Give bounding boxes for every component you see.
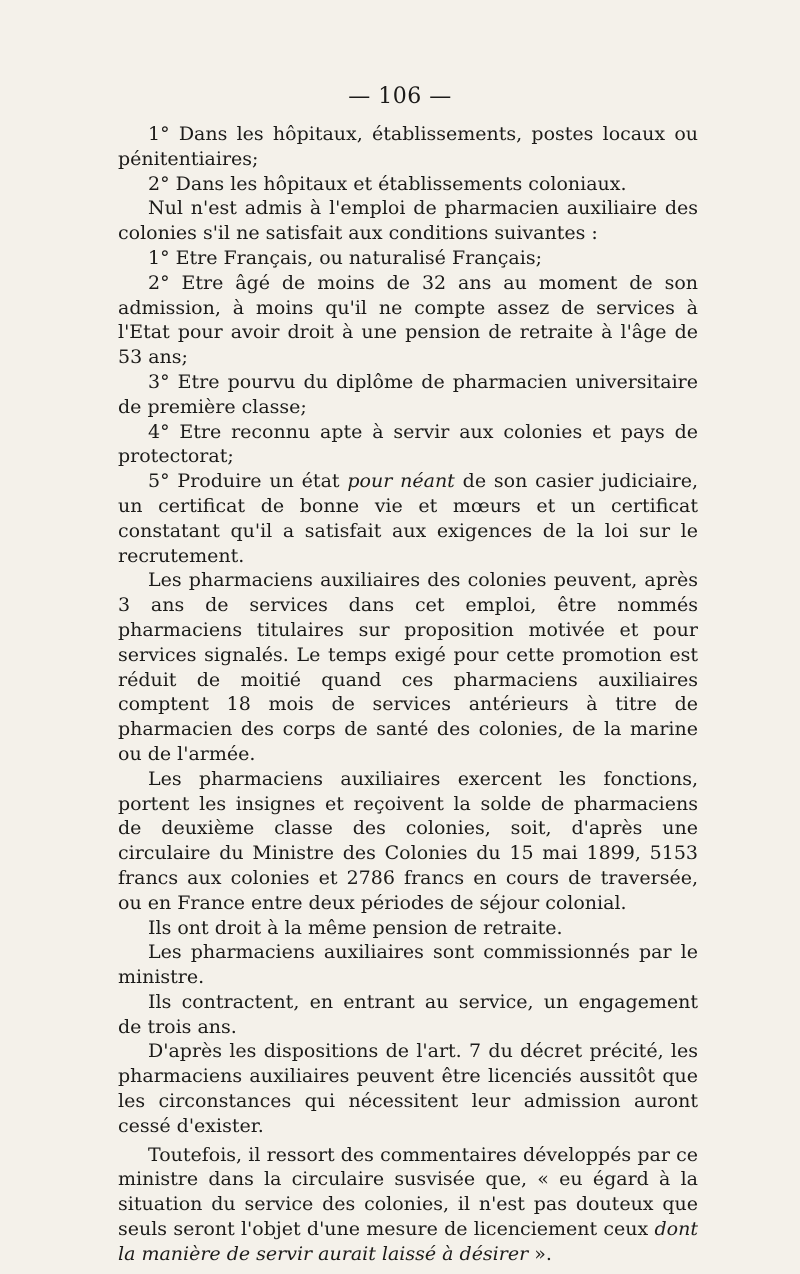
commentary-text-before: Toutefois, il ressort des commentaires développés par ce ministre dans la circulaire susvisée que, « eu égard à la situation du service des colonies, il n'est pas douteux que seuls seront l'objet d'une mesure de licenciement ceux [118,1143,698,1241]
paragraph-condition-nationality: 1° Etre Français, ou naturalisé Français; [148,246,542,269]
paragraph-engagement: Ils contractent, en entrant au service, un engagement de trois ans. [118,990,698,1038]
record-text-after: de son casier judiciaire, un certificat de bonne vie et mœurs et un certificat constatant qu'il a satisfait aux exigences de la loi sur le recrutement. [118,470,698,567]
paragraph-condition-diploma: 3° Etre pourvu du diplôme de pharmacien universitaire de première classe; [118,370,698,418]
paragraph-condition-record [118,469,698,568]
record-text-before: 5° Produire un état [148,470,348,493]
paragraph-pension: Ils ont droit à la même pension de retraite. [148,916,563,939]
paragraph-condition-fitness: 4° Etre reconnu apte à servir aux colonies et pays de protectorat; [118,420,698,468]
commentary-text-italic: dont la manière de servir aurait laissé à désirer [118,1218,698,1265]
paragraph-promotion: Les pharmaciens auxiliaires des colonies peuvent, après 3 ans de services dans cet emploi, être nommés pharmaciens titulaires sur proposition motivée et pour services signalés. Le temps exigé pour cette promotion est réduit de moitié quand ces pharmaciens auxiliaires comptent 18 mois de services antérieurs à titre de pharmacien des corps de santé des colonies, de la marine ou de l'armée. [118,569,698,765]
record-text-italic: pour néant [347,470,455,493]
paragraph-hospitals-local: 1° Dans les hôpitaux, établissements, postes locaux ou pénitentiaires; [118,123,698,170]
page-number: — 106 — [348,84,452,109]
paragraph-circular-commentary [118,1143,698,1267]
body-text [118,122,698,1267]
paragraph-admission-conditions: Nul n'est admis à l'emploi de pharmacien auxiliaire des colonies s'il ne satisfait aux conditions suivantes : [118,197,698,245]
paragraph-dismissal: D'après les dispositions de l'art. 7 du décret précité, les pharmaciens auxiliaires peuvent être licenciés aussitôt que les circonstances qui nécessitent leur admission auront cessé d'exister. [118,1040,698,1137]
paragraph-commission: Les pharmaciens auxiliaires sont commissionnés par le ministre. [118,941,698,989]
paragraph-hospitals-colonial: 2° Dans les hôpitaux et établissements coloniaux. [148,172,627,195]
paragraph-condition-age: 2° Etre âgé de moins de 32 ans au moment de son admission, à moins qu'il ne compte assez de services à l'Etat pour avoir droit à une pension de retraite à l'âge de 53 ans; [118,271,698,369]
paragraph-functions-salary: Les pharmaciens auxiliaires exercent les fonctions, portent les insignes et reçoivent la solde de pharmaciens de deuxième classe des colonies, soit, d'après une circulaire du Ministre des Colonies du 15 mai 1899, 5153 francs aux colonies et 2786 francs en cours de traversée, ou en France entre deux périodes de séjour colonial. [118,767,698,914]
commentary-text-after: ». [528,1242,552,1265]
